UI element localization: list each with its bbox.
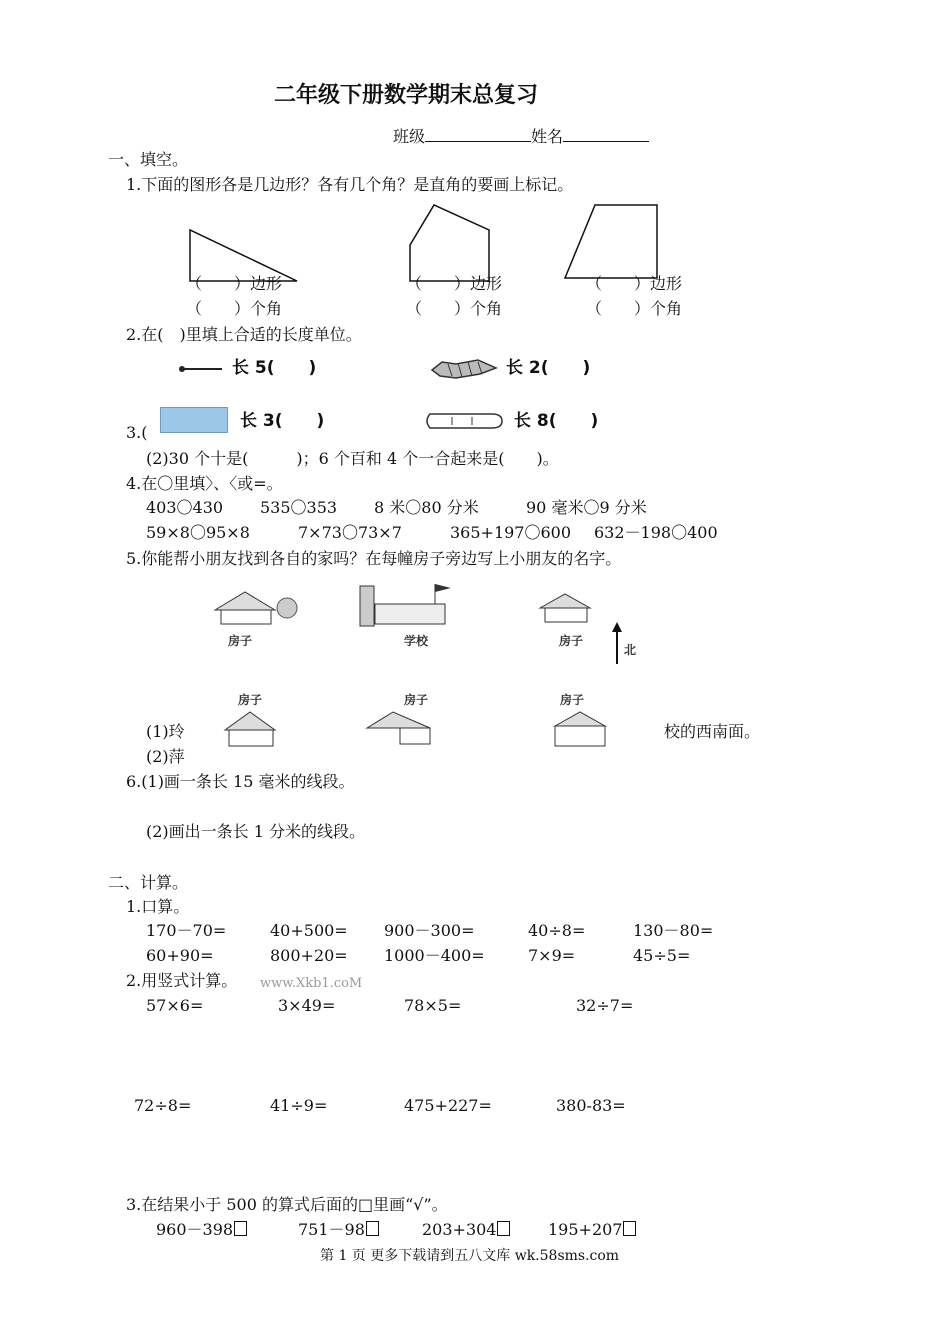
q2-item-crocodile: 长 2( ) xyxy=(506,358,591,378)
q2-item-nail: 长 5( ) xyxy=(232,358,317,378)
check-item-3 xyxy=(422,1220,510,1240)
map-label-bottom-middle: 房子 xyxy=(404,693,429,707)
q4-r2-c3: 365+197〇600 xyxy=(450,523,572,542)
map-label-top-left: 房子 xyxy=(228,634,253,648)
house-bottom-middle xyxy=(367,712,430,744)
shape1-angles: （ ）个角 xyxy=(186,299,283,318)
class-blank[interactable] xyxy=(425,125,531,142)
check-item-1-expr: 960－398 xyxy=(156,1220,234,1239)
trapezoid-shape xyxy=(565,205,657,278)
q4-r1-c3: 8 米〇80 分米 xyxy=(374,498,479,517)
eraser-icon xyxy=(160,407,228,433)
check-item-2 xyxy=(298,1220,379,1240)
house-bottom-right xyxy=(555,712,605,746)
vertical-r1-c2: 3×49= xyxy=(278,996,336,1015)
vertical-r2-c1: 72÷8= xyxy=(134,1096,192,1115)
q4-r2-c2: 7×73〇73×7 xyxy=(298,523,402,542)
oral-r2-c5: 45÷5= xyxy=(633,946,691,965)
vertical-r2-c2: 41÷9= xyxy=(270,1096,328,1115)
q4-r2-c4: 632－198〇400 xyxy=(594,523,718,542)
q4-r1-c2: 535〇353 xyxy=(260,498,338,517)
shape2-sides: （ ）边形 xyxy=(406,274,503,293)
check-item-3-expr: 203+304 xyxy=(422,1220,497,1239)
house-bottom-left xyxy=(225,712,275,746)
oral-r1-c4: 40÷8= xyxy=(528,921,586,940)
vertical-r2-c3: 475+227= xyxy=(404,1096,492,1115)
check-box-3[interactable] xyxy=(497,1221,510,1236)
shape3-angles: （ ）个角 xyxy=(586,299,683,318)
oral-r2-c3: 1000－400= xyxy=(384,946,485,965)
school-building xyxy=(360,584,451,626)
shape3-sides: （ ）边形 xyxy=(586,274,683,293)
oral-prompt: 1.口算。 xyxy=(126,897,190,916)
q4-prompt: 4.在〇里填〉、〈或=。 xyxy=(126,474,283,493)
section1-heading: 一、填空。 xyxy=(108,150,189,169)
class-name-line xyxy=(393,125,649,147)
check-item-2-expr: 751－98 xyxy=(298,1220,365,1239)
shape1-sides: （ ）边形 xyxy=(186,274,283,293)
house-top-right xyxy=(540,594,590,622)
name-label: 姓名 xyxy=(531,127,564,146)
check-box-4[interactable] xyxy=(623,1221,636,1236)
check-item-4 xyxy=(548,1220,636,1240)
vertical-r2-c4: 380-83= xyxy=(556,1096,626,1115)
q5-line2: (2)萍 xyxy=(146,747,185,766)
finger-icon xyxy=(422,409,506,433)
oral-r2-c4: 7×9= xyxy=(528,946,576,965)
vertical-prompt: 2.用竖式计算。 xyxy=(126,971,238,990)
q3-line1: 3.( xyxy=(126,423,148,442)
vertical-r1-c3: 78×5= xyxy=(404,996,462,1015)
page-title: 二年级下册数学期末总复习 xyxy=(274,83,539,108)
oral-r1-c2: 40+500= xyxy=(270,921,348,940)
map-label-bottom-right: 房子 xyxy=(560,693,585,707)
vertical-r1-c4: 32÷7= xyxy=(576,996,634,1015)
house-top-left xyxy=(215,592,297,624)
q4-r1-c1: 403〇430 xyxy=(146,498,224,517)
q5-line1-end: 校的西南面。 xyxy=(664,722,761,741)
q2-item-eraser: 长 3( ) xyxy=(240,411,325,431)
oral-r1-c5: 130－80= xyxy=(633,921,714,940)
oral-r1-c1: 170－70= xyxy=(146,921,227,940)
map-label-top-right: 房子 xyxy=(559,634,584,648)
page-footer: 第 1 页 更多下载请到五八文库 wk.58sms.com xyxy=(320,1248,620,1264)
oral-r2-c2: 800+20= xyxy=(270,946,348,965)
q5-prompt: 5.你能帮小朋友找到各自的家吗？在每幢房子旁边写上小朋友的名字。 xyxy=(126,549,622,568)
section2-heading: 二、计算。 xyxy=(108,873,189,892)
check-item-4-expr: 195+207 xyxy=(548,1220,623,1239)
q5-line1-start: (1)玲 xyxy=(146,722,185,741)
q1-prompt: 1.下面的图形各是几边形？各有几个角？是直角的要画上标记。 xyxy=(126,175,574,194)
pentagon-shape xyxy=(410,205,489,281)
q2-prompt: 2.在( )里填上合适的长度单位。 xyxy=(126,325,362,344)
oral-r1-c3: 900－300= xyxy=(384,921,475,940)
vertical-r1-c1: 57×6= xyxy=(146,996,204,1015)
north-label: 北 xyxy=(624,643,637,657)
q6-line1: 6.(1)画一条长 15 毫米的线段。 xyxy=(126,772,355,791)
class-label: 班级 xyxy=(393,127,426,146)
map-label-school: 学校 xyxy=(404,634,429,648)
q3-line2: (2)30 个十是( )；6 个百和 4 个一合起来是( )。 xyxy=(146,449,559,468)
house-map xyxy=(205,580,645,750)
nail-icon xyxy=(170,355,230,381)
q6-line2: (2)画出一条长 1 分米的线段。 xyxy=(146,822,366,841)
watermark: www.Xkb1.coM xyxy=(260,976,363,991)
q4-r2-c1: 59×8〇95×8 xyxy=(146,523,250,542)
q2-item-finger: 长 8( ) xyxy=(514,411,599,431)
check-prompt: 3.在结果小于 500 的算式后面的□里画“√”。 xyxy=(126,1195,448,1214)
q4-r1-c4: 90 毫米〇9 分米 xyxy=(526,498,647,517)
name-blank[interactable] xyxy=(563,125,649,142)
map-label-bottom-left: 房子 xyxy=(238,693,263,707)
oral-r2-c1: 60+90= xyxy=(146,946,214,965)
polygon-figures xyxy=(180,200,700,285)
check-box-1[interactable] xyxy=(234,1221,247,1236)
check-box-2[interactable] xyxy=(366,1221,379,1236)
check-item-1 xyxy=(156,1220,247,1240)
shape2-angles: （ ）个角 xyxy=(406,299,503,318)
north-arrow-icon xyxy=(612,622,622,664)
crocodile-icon xyxy=(428,352,500,384)
